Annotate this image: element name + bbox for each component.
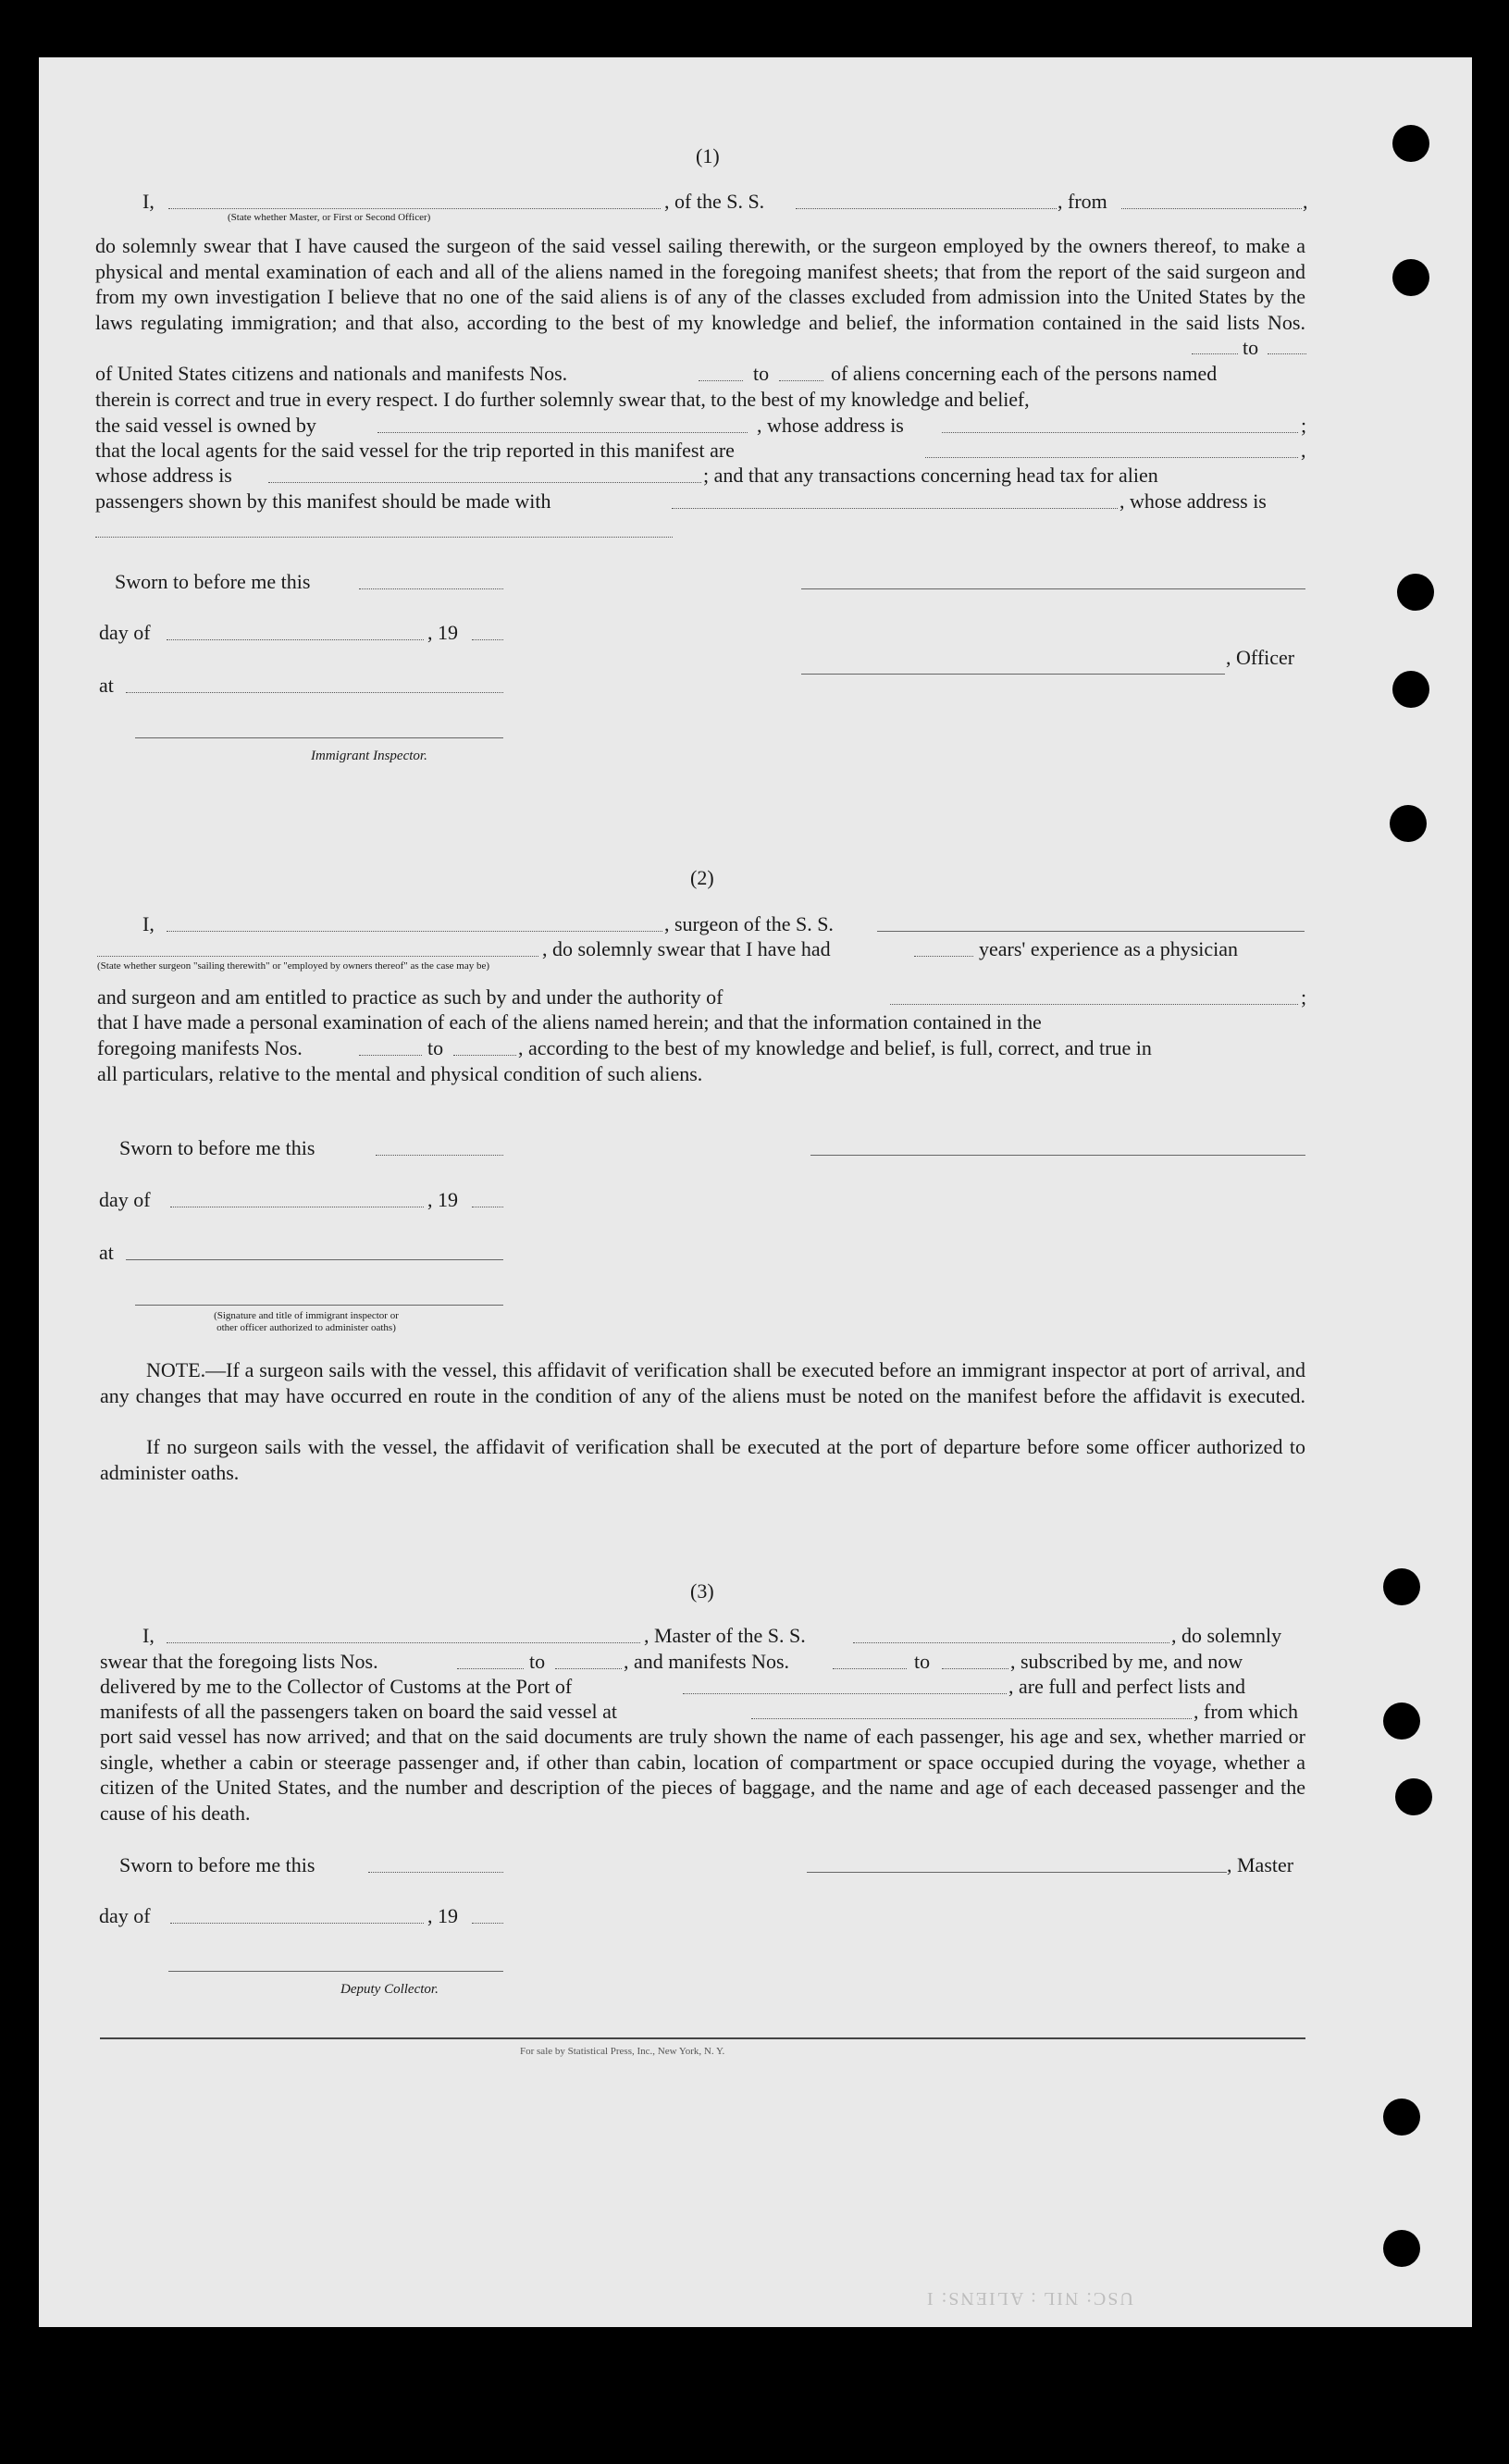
binder-hole [1395, 1778, 1432, 1815]
s2-name-blank[interactable] [167, 931, 662, 932]
binder-hole [1383, 1703, 1420, 1740]
s3-sworn: Sworn to before me this [119, 1853, 315, 1876]
s3-master-blank[interactable] [167, 1642, 640, 1643]
s1-manifest-from-blank[interactable] [699, 380, 743, 381]
s1-line-a: of United States citizens and nationals and manifests Nos. [95, 362, 568, 385]
s1-officer-blank[interactable] [168, 208, 661, 209]
s3-line2e: , subscribed by me, and now [1010, 1650, 1243, 1673]
s1-of-ss: , of the S. S. [664, 190, 765, 213]
s3-year-blank[interactable] [472, 1923, 503, 1924]
s1-year-blank[interactable] [472, 639, 503, 640]
section-2-number: (2) [690, 866, 714, 889]
s1-i: I, [142, 190, 155, 213]
s2-sworn-blank[interactable] [376, 1155, 503, 1156]
s1-officer-line[interactable] [801, 674, 1225, 675]
s3-line1b: , Master of the S. S. [644, 1624, 806, 1647]
s1-day-of: day of [99, 621, 151, 644]
s2-note-text: —If a surgeon sails with the vessel, this affidavit of verification shall be executed before an immigrant inspector at port of arrival, and any changes that may have occurred en route in the condition of any of the aliens must be noted on the manifest before the affidavit is executed. [100, 1358, 1305, 1407]
s3-sworn-blank[interactable] [368, 1872, 503, 1873]
binder-hole [1392, 125, 1429, 162]
s1-line-c: of aliens concerning each of the persons named [831, 362, 1218, 385]
printer-footer: For sale by Statistical Press, Inc., New York, N. Y. [520, 2046, 725, 2057]
bleed-through-stamp: USC: NIL : ALIENS: I [925, 2288, 1133, 2309]
s3-embark-blank[interactable] [751, 1718, 1192, 1719]
s2-sig-note-2: other officer authorized to administer oaths) [216, 1322, 396, 1333]
s1-officer: , Officer [1226, 646, 1295, 669]
binder-hole [1383, 1568, 1420, 1605]
binder-hole [1392, 671, 1429, 708]
s2-at: at [99, 1241, 114, 1264]
s3-line3b: , are full and perfect lists and [1008, 1675, 1245, 1698]
s2-surgeon-of: , surgeon of the S. S. [664, 912, 834, 935]
s3-line2a: swear that the foregoing lists Nos. [100, 1650, 378, 1673]
binder-hole [1390, 805, 1427, 842]
s3-line1c: , do solemnly [1171, 1624, 1282, 1647]
s3-collector-line[interactable] [168, 1971, 503, 1972]
s2-sig-note-1: (Signature and title of immigrant inspector or [214, 1310, 399, 1321]
binder-hole [1392, 259, 1429, 296]
s3-line1a: I, [142, 1624, 155, 1647]
s1-paragraph: do solemnly swear that I have caused the surgeon of the said vessel sailing therewith, or the surgeon employed by the owners thereof, to make a physical and mental examination of each and all of the aliens named in the foregoing manifest sheets; that from the report of the said surgeon and from my own investigation I believe that no one of the said aliens is of any of the classes excluded from admission into the United States by the laws regulating immigration; and that also, according to the best of my knowledge and belief, the information contained in the said lists Nos. [95, 234, 1305, 334]
s2-note-paragraph-2: If no surgeon sails with the vessel, the affidavit of verification shall be executed at the port of departure before some officer authorized to administer oaths. [100, 1435, 1305, 1484]
section-1-number: (1) [696, 144, 720, 167]
s1-officer-note: (State whether Master, or First or Second Officer) [228, 212, 431, 223]
s3-port-blank[interactable] [683, 1693, 1007, 1694]
s1-from-blank[interactable] [1121, 208, 1302, 209]
s3-line2c: , and manifests Nos. [624, 1650, 790, 1673]
s3-collector: Deputy Collector. [340, 1982, 439, 1997]
s1-at: at [99, 674, 114, 697]
s2-signature-line[interactable] [810, 1155, 1305, 1156]
s1-comma: , [1303, 190, 1308, 213]
s1-from: , from [1058, 190, 1107, 213]
s2-i: I, [142, 912, 155, 935]
s1-owned-by: the said vessel is owned by [95, 414, 316, 437]
s1-agents-comma: , [1301, 439, 1306, 462]
s2-line5a: foregoing manifests Nos. [97, 1036, 303, 1059]
s2-years-blank[interactable] [914, 956, 973, 957]
binder-hole [1383, 2099, 1420, 2136]
s2-swear: , do solemnly swear that I have had [542, 937, 831, 960]
s3-manifests-from-blank[interactable] [833, 1668, 907, 1669]
s2-years: years' experience as a physician [979, 937, 1239, 960]
s2-note-paragraph [100, 1357, 1305, 1408]
s1-day-blank[interactable] [167, 639, 424, 640]
s3-manifests-to-blank[interactable] [942, 1668, 1008, 1669]
s3-lists-to-blank[interactable] [555, 1668, 622, 1669]
s2-line3: and surgeon and am entitled to practice as such by and under the authority of [97, 985, 724, 1009]
section-3-number: (3) [690, 1579, 714, 1603]
s3-master-signature-line[interactable] [807, 1872, 1227, 1873]
s1-agents-blank[interactable] [925, 457, 1298, 458]
s1-sworn-blank[interactable] [359, 588, 503, 589]
s1-signature-line[interactable] [801, 588, 1305, 589]
s1-passengers-address: , whose address is [1119, 489, 1267, 513]
s1-to-word: to [1243, 336, 1259, 359]
s1-year: , 19 [427, 621, 458, 644]
s2-ss-blank[interactable] [877, 931, 1305, 932]
s1-agents-address-blank[interactable] [268, 482, 701, 483]
s2-line4: that I have made a personal examination of each of the aliens named herein; and that the information contained in the [97, 1010, 1042, 1034]
s2-capacity-blank[interactable] [97, 956, 538, 957]
s1-line-b: to [753, 362, 770, 385]
s2-day-of: day of [99, 1188, 151, 1211]
s1-whose-address: whose address is [95, 464, 232, 487]
s2-inspector-line[interactable] [135, 1305, 503, 1306]
s1-list-from-blank[interactable] [1192, 353, 1238, 354]
s1-owner-address-blank[interactable] [942, 432, 1298, 433]
s1-semicolon: ; [1301, 414, 1307, 437]
s3-line3a: delivered by me to the Collector of Customs at the Port of [100, 1675, 573, 1698]
s1-inspector-line[interactable] [135, 737, 503, 738]
s3-line2b: to [529, 1650, 546, 1673]
binder-hole [1383, 2230, 1420, 2267]
s1-passengers: passengers shown by this manifest should be made with [95, 489, 551, 513]
s3-paragraph: port said vessel has now arrived; and that on the said documents are truly shown the name of each passenger, his age and sex, whether married or single, whether a cabin or steerage passenger and, if other than cabin, location of compartment or space occupied during the voyage, whether a citizen of the United States, and the number and description of the pieces of baggage, and the name and age of each deceased passenger and the cause of his death. [100, 1725, 1305, 1825]
s1-headtax: ; and that any transactions concerning head tax for alien [703, 464, 1158, 487]
s3-ss-blank[interactable] [853, 1642, 1169, 1643]
s2-authority-blank[interactable] [890, 1004, 1298, 1005]
s3-line2d: to [914, 1650, 931, 1673]
s2-note-label: NOTE. [146, 1358, 206, 1381]
s1-manifest-to-blank[interactable] [779, 380, 823, 381]
s2-manifest-to-blank[interactable] [453, 1055, 516, 1056]
s1-ss-blank[interactable] [796, 208, 1057, 209]
faint-stamp-area [574, 592, 851, 694]
s1-inspector: Immigrant Inspector. [311, 749, 427, 763]
s1-headtax-address-blank[interactable] [95, 537, 673, 538]
s2-line5c: , according to the best of my knowledge and belief, is full, correct, and true in [518, 1036, 1152, 1059]
s2-line3-end: ; [1301, 985, 1307, 1009]
s2-line6: all particulars, relative to the mental and physical condition of such aliens. [97, 1062, 703, 1085]
s1-headtax-blank[interactable] [672, 508, 1118, 509]
s1-list-to-blank[interactable] [1268, 353, 1306, 354]
s1-owner-address: , whose address is [757, 414, 904, 437]
s1-owner-blank[interactable] [377, 432, 748, 433]
s3-day-of: day of [99, 1904, 151, 1927]
s2-sworn: Sworn to before me this [119, 1136, 315, 1159]
footer-rule [100, 2037, 1305, 2039]
s1-line-d: therein is correct and true in every respect. I do further solemnly swear that, to the best of my knowledge and belief, [95, 388, 1030, 411]
s2-capacity-note: (State whether surgeon "sailing therewith" or "employed by owners thereof" as the case may be) [97, 960, 490, 972]
s3-day-blank[interactable] [170, 1923, 424, 1924]
s1-sworn: Sworn to before me this [115, 570, 311, 593]
s3-lists-from-blank[interactable] [457, 1668, 524, 1669]
s2-manifest-from-blank[interactable] [359, 1055, 422, 1056]
binder-hole [1397, 574, 1434, 611]
s2-line5b: to [427, 1036, 444, 1059]
s1-at-blank[interactable] [126, 692, 503, 693]
s2-year: , 19 [427, 1188, 458, 1211]
s3-line4b: , from which [1194, 1700, 1299, 1723]
s3-year: , 19 [427, 1904, 458, 1927]
s2-at-blank[interactable] [126, 1259, 503, 1260]
s3-line4a: manifests of all the passengers taken on board the said vessel at [100, 1700, 618, 1723]
s3-master: , Master [1227, 1853, 1294, 1876]
s1-agents: that the local agents for the said vessel for the trip reported in this manifest are [95, 439, 735, 462]
